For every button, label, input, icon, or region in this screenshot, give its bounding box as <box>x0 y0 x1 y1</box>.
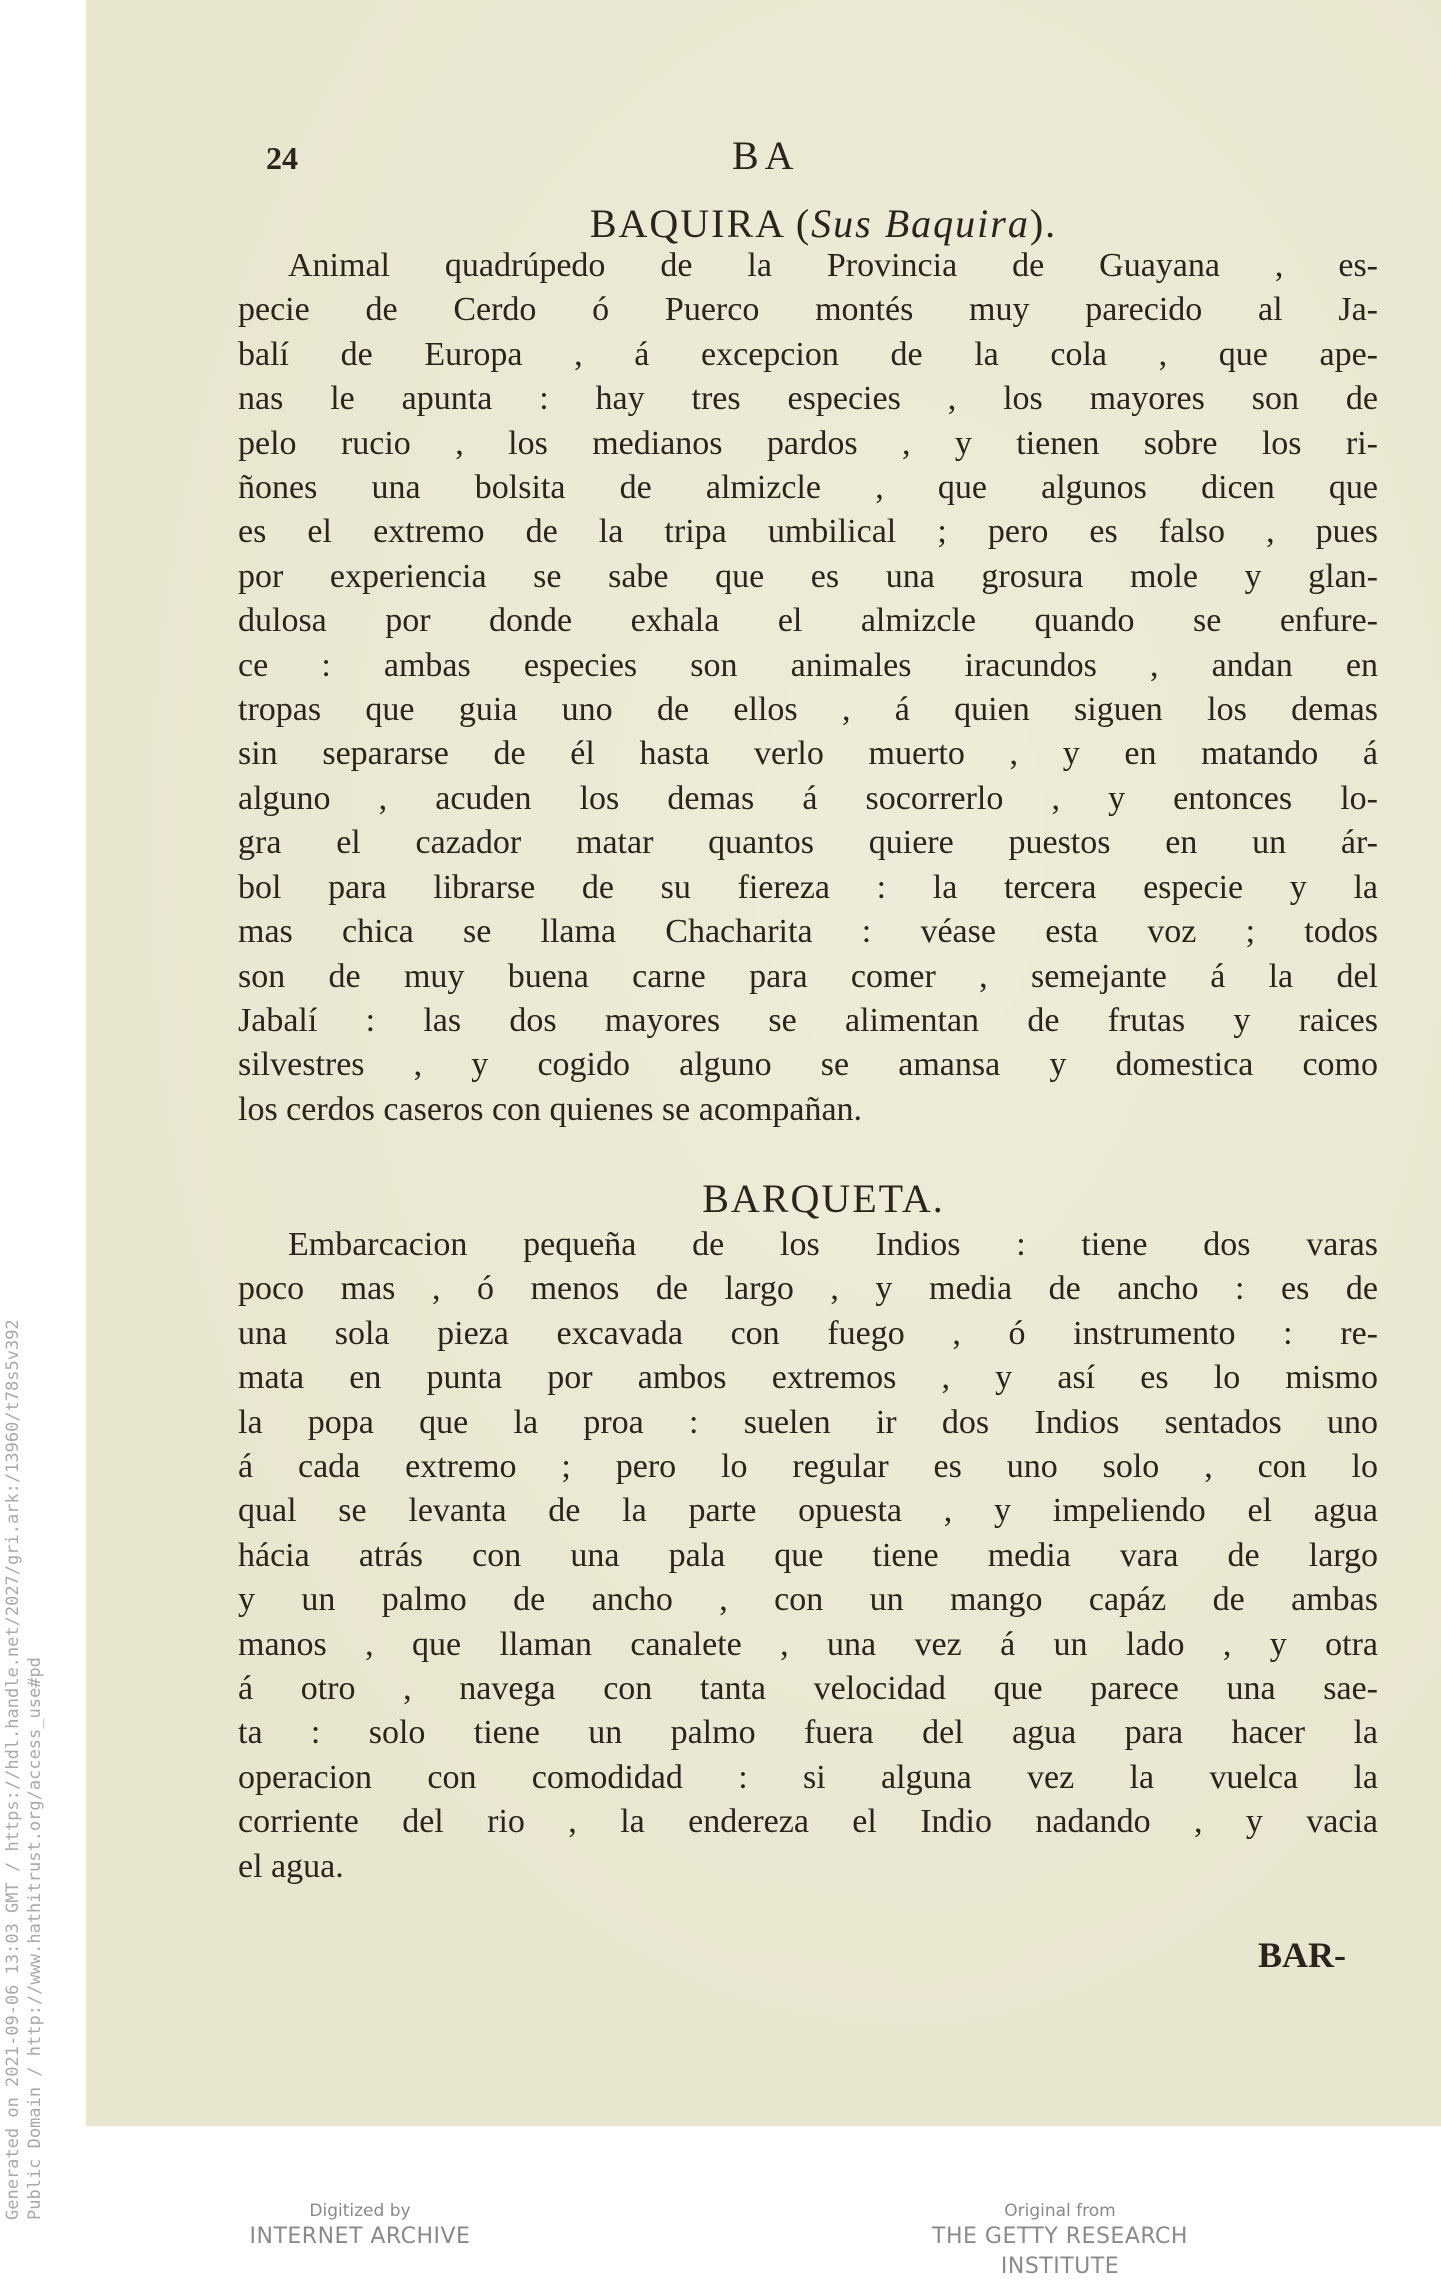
hathitrust-side-stamp <box>2 1120 46 2220</box>
text-line: la popa que la proa : suelen ir dos Indios sentados uno <box>238 1403 1378 1441</box>
headword: BAQUIRA <box>589 201 784 246</box>
side-stamp-line-2: Public Domain / http://www.hathitrust.org/access_use#pd <box>25 1657 45 2220</box>
text-line: por experiencia se sabe que es una grosura mole y glan- <box>238 557 1378 595</box>
text-line: ce : ambas especies son animales iracundos , andan en <box>238 646 1378 684</box>
text-line: y un palmo de ancho , con un mango capáz de ambas <box>238 1581 1378 1619</box>
footer-left-source: INTERNET ARCHIVE <box>249 2224 471 2249</box>
text-line: Animal quadrúpedo de la Provincia de Guayana , es- <box>288 247 1378 284</box>
text-line: poco mas , ó menos de largo , y media de ancho : es de <box>238 1270 1378 1308</box>
catchword: BAR- <box>1258 1935 1346 1975</box>
text-line: son de muy buena carne para comer , semejante á la del <box>238 957 1378 995</box>
text-line: Embarcacion pequeña de los Indios : tiene dos varas <box>288 1226 1378 1263</box>
text-line: qual se levanta de la parte opuesta , y impeliendo el agua <box>238 1492 1378 1530</box>
text-line: pelo rucio , los medianos pardos , y tienen sobre los ri- <box>238 424 1378 462</box>
text-line: pecie de Cerdo ó Puerco montés muy parecido al Ja- <box>238 291 1378 329</box>
text-line: ñones una bolsita de almizcle , que algunos dicen que <box>238 469 1378 507</box>
footer-digitized-by <box>230 2200 490 2252</box>
scientific-name: Sus Baquira <box>811 201 1030 246</box>
page-footer <box>0 2200 1441 2279</box>
text-line: el agua. <box>238 1847 344 1885</box>
text-line: corriente del rio , la endereza el Indio nadando , y vacia <box>238 1803 1378 1841</box>
entry-body-baquira <box>238 244 1378 1132</box>
text-line: á otro , navega con tanta velocidad que parece una sae- <box>238 1670 1378 1708</box>
running-head: BA <box>732 133 800 178</box>
text-line: silvestres , y cogido alguno se amansa y domestica como <box>238 1046 1378 1084</box>
text-line: á cada extremo ; pero lo regular es uno solo , con lo <box>238 1448 1378 1486</box>
text-line: operacion con comodidad : si alguna vez la vuelca la <box>238 1758 1378 1796</box>
scanned-page <box>86 0 1441 2126</box>
entry-title-barqueta <box>146 1175 1441 1222</box>
page-number: 24 <box>266 140 298 176</box>
side-stamp-line-1: Generated on 2021-09-06 13:03 GMT / https://hdl.handle.net/2027/gri.ark:/13960/t78s5v392 <box>3 1319 23 2220</box>
text-line: es el extremo de la tripa umbilical ; pero es falso , pues <box>238 513 1378 551</box>
footer-right-source: THE GETTY RESEARCH INSTITUTE <box>932 2224 1188 2279</box>
footer-left-caption: Digitized by <box>309 2201 411 2221</box>
text-line: manos , que llaman canalete , una vez á un lado , y otra <box>238 1625 1378 1663</box>
entry-title-baquira <box>146 200 1441 247</box>
text-line: mata en punta por ambos extremos , y así es lo mismo <box>238 1359 1378 1397</box>
text-line: bol para librarse de su fiereza : la tercera especie y la <box>238 868 1378 906</box>
text-line: dulosa por donde exhala el almizcle quando se enfure- <box>238 602 1378 640</box>
text-line: hácia atrás con una pala que tiene media vara de largo <box>238 1536 1378 1574</box>
page-header <box>86 128 1441 188</box>
text-line: mas chica se llama Chacharita : véase esta voz ; todos <box>238 913 1378 951</box>
footer-right-caption: Original from <box>1004 2201 1116 2221</box>
text-line: gra el cazador matar quantos quiere puestos en un ár- <box>238 824 1378 862</box>
text-line: balí de Europa , á excepcion de la cola , que ape- <box>238 335 1378 373</box>
footer-original-from <box>870 2200 1250 2282</box>
text-line: sin separarse de él hasta verlo muerto , y en matando á <box>238 735 1378 773</box>
text-line: nas le apunta : hay tres especies , los mayores son de <box>238 380 1378 418</box>
text-line: tropas que guia uno de ellos , á quien siguen los demas <box>238 691 1378 729</box>
text-line: Jabalí : las dos mayores se alimentan de frutas y raices <box>238 1001 1378 1039</box>
entry-body-barqueta <box>238 1223 1378 1889</box>
text-line: alguno , acuden los demas á socorrerlo , y entonces lo- <box>238 779 1378 817</box>
scientific-name-wrapper: (Sus Baquira). <box>795 201 1058 246</box>
headword: BARQUETA. <box>702 1176 945 1221</box>
text-line: ta : solo tiene un palmo fuera del agua para hacer la <box>238 1714 1378 1752</box>
text-line: los cerdos caseros con quienes se acompañan. <box>238 1090 863 1128</box>
text-line: una sola pieza excavada con fuego , ó instrumento : re- <box>238 1314 1378 1352</box>
